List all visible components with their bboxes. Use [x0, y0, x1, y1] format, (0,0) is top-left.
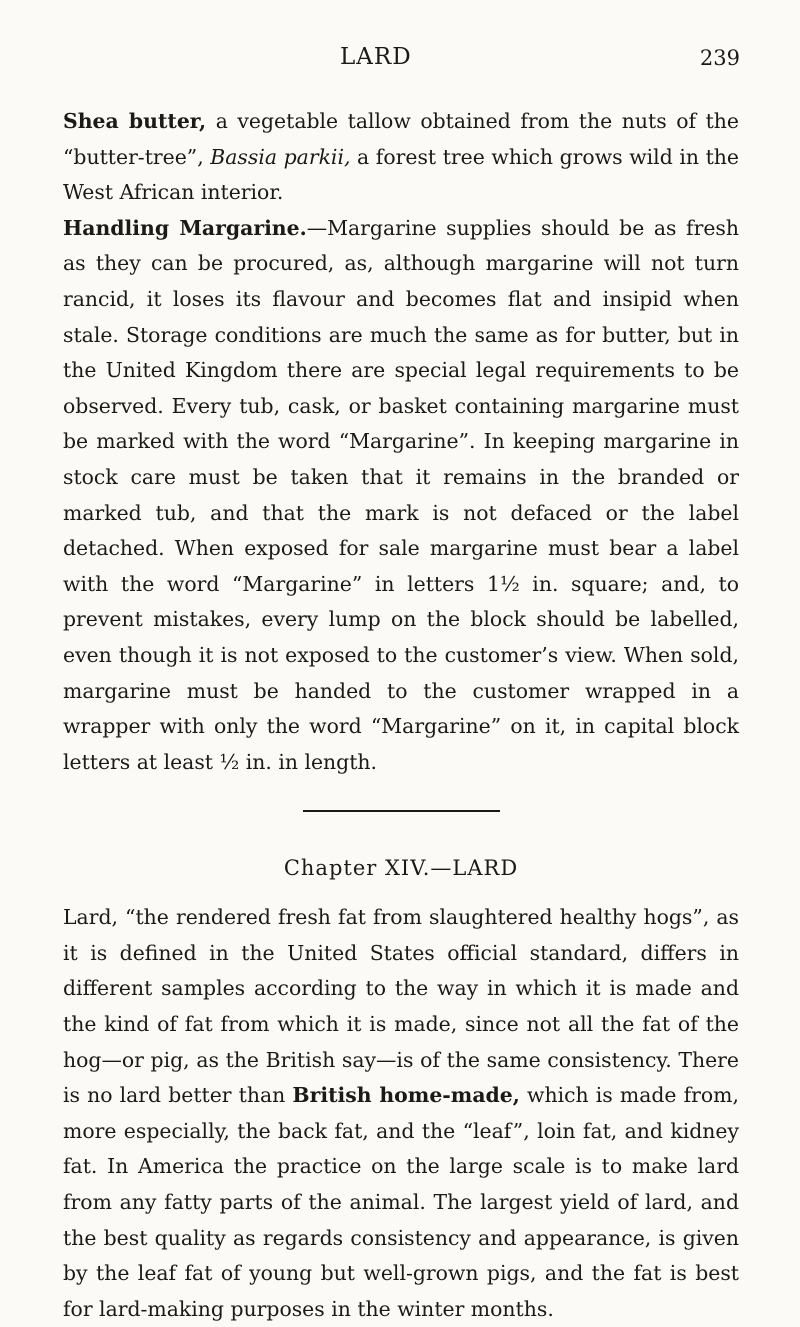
running-title: LARD — [340, 44, 412, 70]
species-name: Bassia parkii, — [210, 144, 351, 169]
chapter-heading: Chapter XIV.—LARD — [283, 856, 519, 881]
emphasis-british-home-made: British home-made, — [292, 1083, 520, 1108]
paragraph-text: —Margarine supplies should be as fresh as they can be procured, as, although margarine will not turn rancid, it loses its flavour and becomes flat and insipid when stale. Storage conditions are much the same as for butter, but in the United Kingdom there are special legal requirements to be observed. Every tub, cask, or basket containing margarine must be marked with the word “Margarine”. In keeping margarine in stock care must be taken that it remains in the branded or marked tub, and that the mark is not defaced or the label detached. When exposed for sale margarine must bear a label with the word “Margarine” in letters 1½ in. square; and, to prevent mistakes, every lump on the block should be labelled, even though it is not exposed to the customer’s view. When sold, margarine must be handed to the customer wrapped in a wrapper with only the word “Margarine” on it, in capital block letters at least ½ in. in length. — [63, 215, 739, 774]
paragraph-text: Lard, “the rendered fresh fat from slaughtered healthy hogs”, as it is defined in the United States official standard, differs in different samples according to the way in which it is made and the kind of fat from which it is made, since not all the fat of the hog—or pig, as the British say—is of the same consistency. There is no lard better than — [63, 905, 739, 1108]
page-number: 239 — [699, 46, 740, 70]
paragraph-text: which is made from, more especially, the back fat, and the “leaf”, loin fat, and kidney fat. In America the practice on the large scale is to make lard from any fatty parts of the animal. The largest yield of lard, and the best quality as regards consistency and appearance, is given by the leaf fat of young but well-grown pigs, and the fat is best for lard-making purposes in the winter months. — [63, 1083, 739, 1321]
section-divider — [63, 780, 739, 850]
paragraph-shea-butter — [63, 104, 739, 211]
divider-rule — [303, 810, 500, 812]
running-head — [0, 44, 800, 84]
term-shea-butter: Shea butter, — [63, 109, 207, 133]
paragraph-lard — [63, 900, 739, 1327]
term-handling-margarine: Handling Margarine. — [63, 215, 307, 240]
paragraph-handling-margarine — [63, 211, 739, 781]
paragraph-text: a vegetable tallow obtained from the nuts of the “butter-tree”, — [63, 109, 739, 169]
paragraph-text: a forest tree which grows wild in the West African interior. — [63, 144, 739, 205]
body-text — [63, 104, 739, 1327]
